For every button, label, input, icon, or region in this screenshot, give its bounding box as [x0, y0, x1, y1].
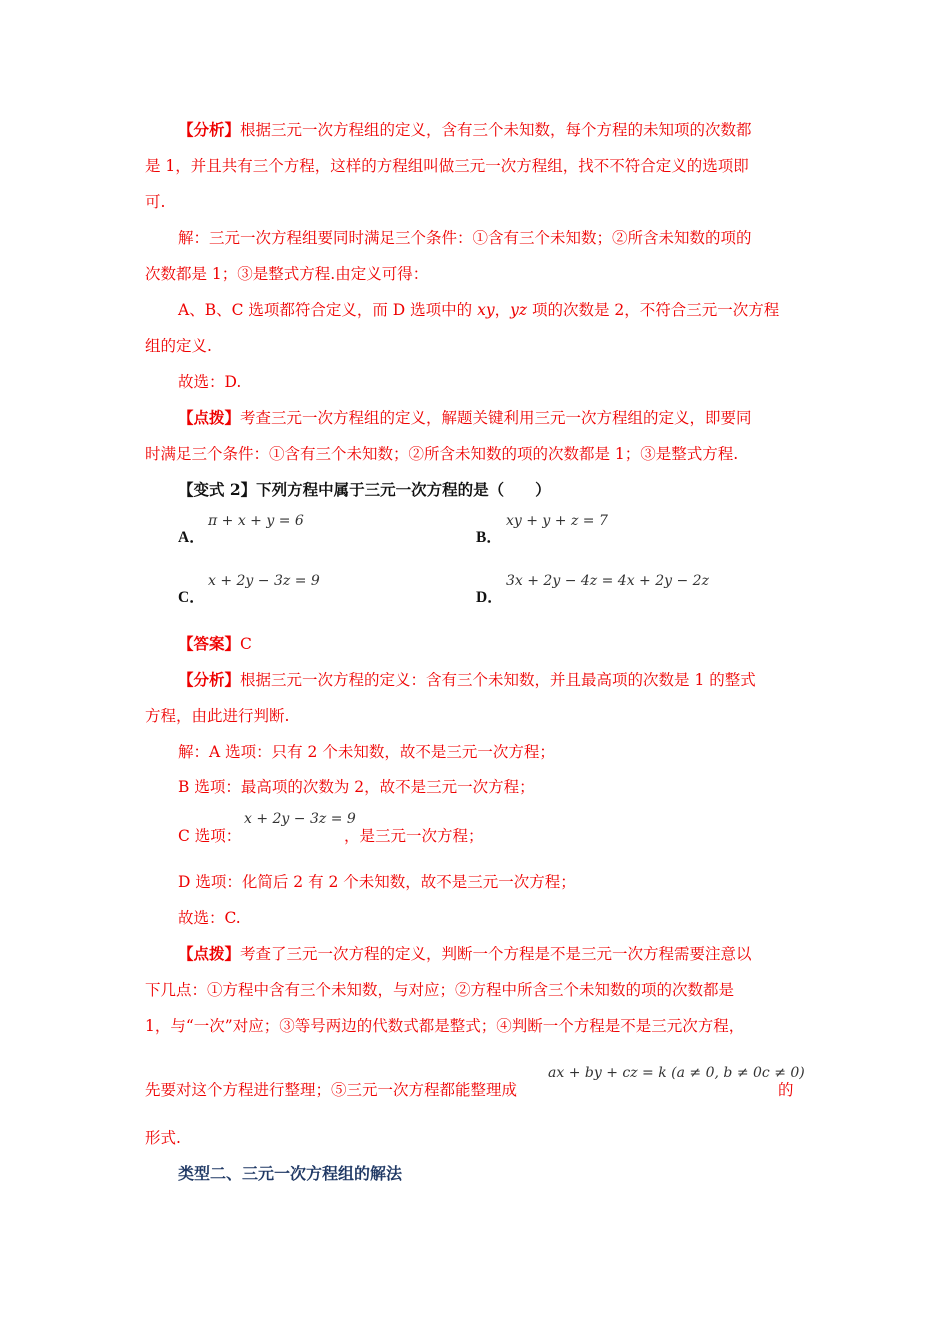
option-a-label: A． [178, 529, 205, 546]
tip-tag-1: 【点拨】 [178, 408, 241, 427]
question-title: 【变式 2】下列方程中属于三元一次方程的是（ ） [178, 480, 551, 499]
analysis2-text: 根据三元一次方程的定义：含有三个未知数，并且最高项的次数是 1 的整式 [240, 671, 756, 689]
analysis-tag: 【分析】 [178, 120, 241, 139]
option-d-equation: 3x + 2y − 4z = 4x + 2y − 2z [506, 573, 709, 589]
analysis2-tag: 【分析】 [178, 670, 241, 689]
tip2-line-2: 下几点：①方程中含有三个未知数，与对应；②方程中所含三个未知数的项的次数都是 [145, 981, 735, 999]
tip2-line-3: 1，与“一次”对应；③等号两边的代数式都是整式；④判断一个方程是不是三元次方程， [145, 1017, 745, 1035]
option-c-label: C． [178, 589, 205, 606]
option-a-equation: π + x + y = 6 [208, 513, 304, 529]
analysis-line-2: 是 1，并且共有三个方程，这样的方程组叫做三元一次方程组，找不不符合定义的选项即 [145, 157, 749, 175]
term-xy: xy [477, 301, 495, 319]
choice-result-1: 故选：D. [178, 373, 242, 391]
solution-line-1: 解：三元一次方程组要同时满足三个条件：①含有三个未知数；②所含未知数的项的 [178, 229, 752, 247]
solution-c-prefix: C 选项： [178, 827, 242, 845]
tip2-line-1 [178, 944, 752, 964]
solution-b: B 选项：最高项的次数为 2，故不是三元一次方程； [178, 778, 535, 796]
answer-value: C [240, 635, 252, 653]
analysis2-line-1 [178, 670, 756, 690]
option-d-label: D． [476, 589, 503, 606]
tip-line-1 [178, 408, 752, 428]
option-b-equation: xy + y + z = 7 [506, 513, 608, 529]
answer-line [178, 634, 252, 654]
tip-line-2: 时满足三个条件：①含有三个未知数；②所含未知数的项的次数都是 1；③是整式方程. [145, 445, 739, 463]
definition-check-line-2: 组的定义. [145, 337, 212, 355]
tip2-line-4-end: 的 [778, 1081, 794, 1099]
tip-text-1: 考查三元一次方程组的定义，解题关键利用三元一次方程组的定义，即要同 [240, 409, 752, 427]
definition-check-b: 项的次数是 2，不符合三元一次方程 [527, 301, 780, 319]
analysis-line-3: 可. [145, 193, 166, 211]
option-c-equation: x + 2y − 3z = 9 [208, 573, 320, 589]
solution-c-suffix: ，是三元一次方程； [344, 827, 484, 845]
solution-a: 解：A 选项：只有 2 个未知数，故不是三元一次方程； [178, 743, 555, 761]
solution-line-2: 次数都是 1；③是整式方程.由定义可得： [145, 265, 429, 283]
term-yz: yz [510, 301, 528, 319]
definition-check-line-1 [178, 300, 779, 320]
tip2-line-5: 形式. [145, 1129, 181, 1147]
solution-d: D 选项：化简后 2 有 2 个未知数，故不是三元一次方程； [178, 873, 576, 891]
choice-result-2: 故选：C. [178, 909, 241, 927]
analysis-text: 根据三元一次方程组的定义，含有三个未知数，每个方程的未知项的次数都 [240, 121, 752, 139]
tip2-text-1: 考查了三元一次方程的定义，判断一个方程是不是三元一次方程需要注意以 [240, 945, 752, 963]
option-b-label: B． [476, 529, 502, 546]
analysis2-line-2: 方程，由此进行判断. [145, 707, 290, 725]
answer-tag: 【答案】 [178, 634, 241, 653]
term-sep: ， [494, 301, 511, 319]
definition-check-a: A、B、C 选项都符合定义，而 D 选项中的 [178, 301, 478, 319]
solution-c-equation: x + 2y − 3z = 9 [244, 811, 356, 827]
tip2-equation: ax + by + cz = k (a ≠ 0, b ≠ 0c ≠ 0) [548, 1065, 805, 1081]
section-heading: 类型二、三元一次方程组的解法 [178, 1164, 403, 1183]
tip2-tag: 【点拨】 [178, 944, 241, 963]
tip2-line-4: 先要对这个方程进行整理；⑤三元一次方程都能整理成 [145, 1081, 518, 1099]
analysis-line-1 [178, 120, 752, 140]
